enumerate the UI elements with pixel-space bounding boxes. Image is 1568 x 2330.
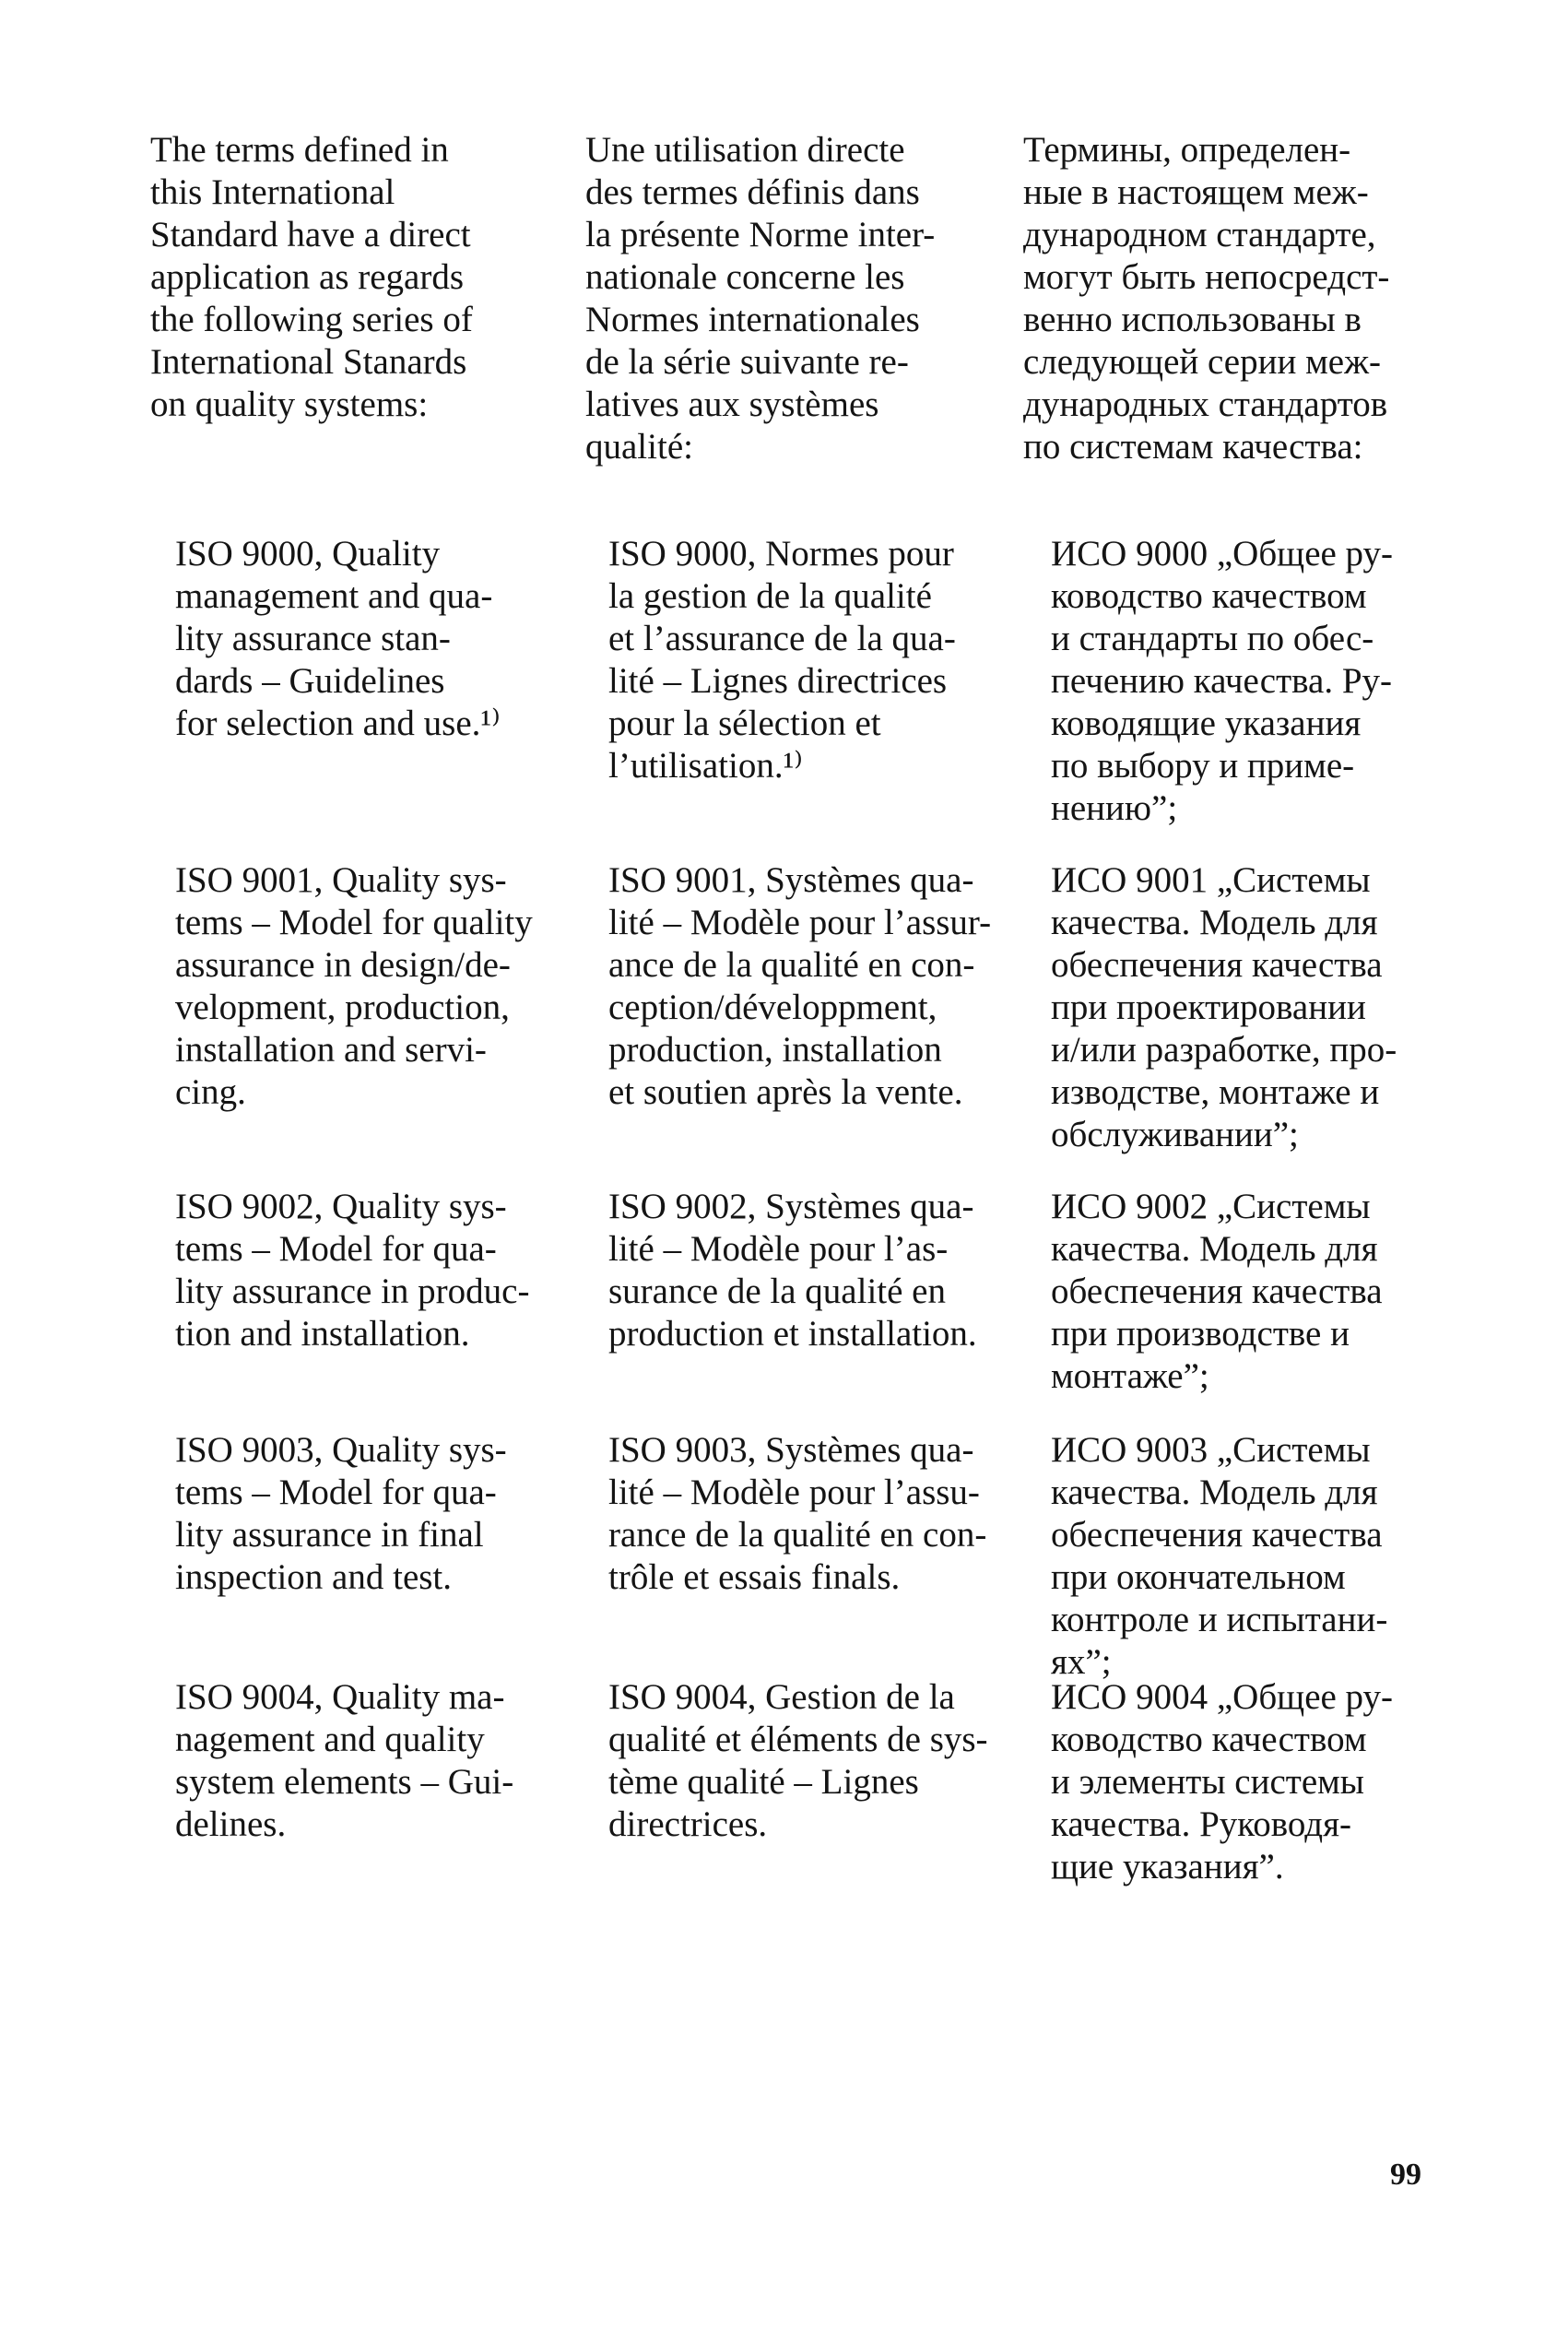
entry-russian: ИСО 9000 „Общее ру- ководство качеством и стандарты по обес- печению качества. Ру- ководящие указания по выбору и приме- нению”;: [1051, 534, 1394, 828]
entry-english: ISO 9004, Quality ma- nagement and quality system elements – Gui- delines.: [175, 1677, 514, 1844]
intro-english: The terms defined in this International Standard have a direct application as regards the following series of International Stanards on quality systems:: [150, 130, 473, 424]
intro-french: Une utilisation directe des termes définis dans la présente Norme inter- nationale concerne les Normes internationales de la série suivante re- latives aux systèmes qualité:: [585, 130, 936, 467]
page-number: 99: [1390, 2158, 1421, 2192]
entry-russian: ИСО 9002 „Системы качества. Модель для обеспечения качества при производстве и монтаже”;: [1051, 1187, 1383, 1396]
entry-russian: ИСО 9001 „Системы качества. Модель для обеспечения качества при проектировании и/или разработке, про- изводстве, монтаже и обслуживании”;: [1051, 860, 1397, 1154]
entry-russian: ИСО 9004 „Общее ру- ководство качеством и элементы системы качества. Руководя- щие указания”.: [1051, 1677, 1394, 1886]
entry-french: ISO 9003, Systèmes qua- lité – Modèle pour l’assu- rance de la qualité en con- trôle et essais finals.: [608, 1430, 987, 1597]
entry-french: ISO 9000, Normes pour la gestion de la qualité et l’assurance de la qua- lité – Lignes directrices pour la sélection et l’utilisation.¹⁾: [608, 534, 956, 786]
entry-english: ISO 9002, Quality sys- tems – Model for qua- lity assurance in produc- tion and installation.: [175, 1187, 530, 1354]
entry-french: ISO 9001, Systèmes qua- lité – Modèle pour l’assur- ance de la qualité en con- ception/développment, production, installation et soutien après la vente.: [608, 860, 992, 1112]
entry-english: ISO 9003, Quality sys- tems – Model for qua- lity assurance in final inspection and test.: [175, 1430, 507, 1597]
entry-french: ISO 9002, Systèmes qua- lité – Modèle pour l’as- surance de la qualité en production et installation.: [608, 1187, 977, 1354]
entry-english: ISO 9001, Quality sys- tems – Model for quality assurance in design/de- velopment, production, installation and servi- cing.: [175, 860, 533, 1112]
entry-french: ISO 9004, Gestion de la qualité et éléments de sys- tème qualité – Lignes directrices.: [608, 1677, 988, 1844]
intro-russian: Термины, определен- ные в настоящем меж- дународном стандарте, могут быть непосредст- венно использованы в следующей серии меж- дународных стандартов по системам качества:: [1023, 130, 1390, 467]
entry-russian: ИСО 9003 „Системы качества. Модель для обеспечения качества при окончательном контроле и испытани- ях”;: [1051, 1430, 1388, 1682]
entry-english: ISO 9000, Quality management and qua- lity assurance stan- dards – Guidelines for selection and use.¹⁾: [175, 534, 501, 743]
